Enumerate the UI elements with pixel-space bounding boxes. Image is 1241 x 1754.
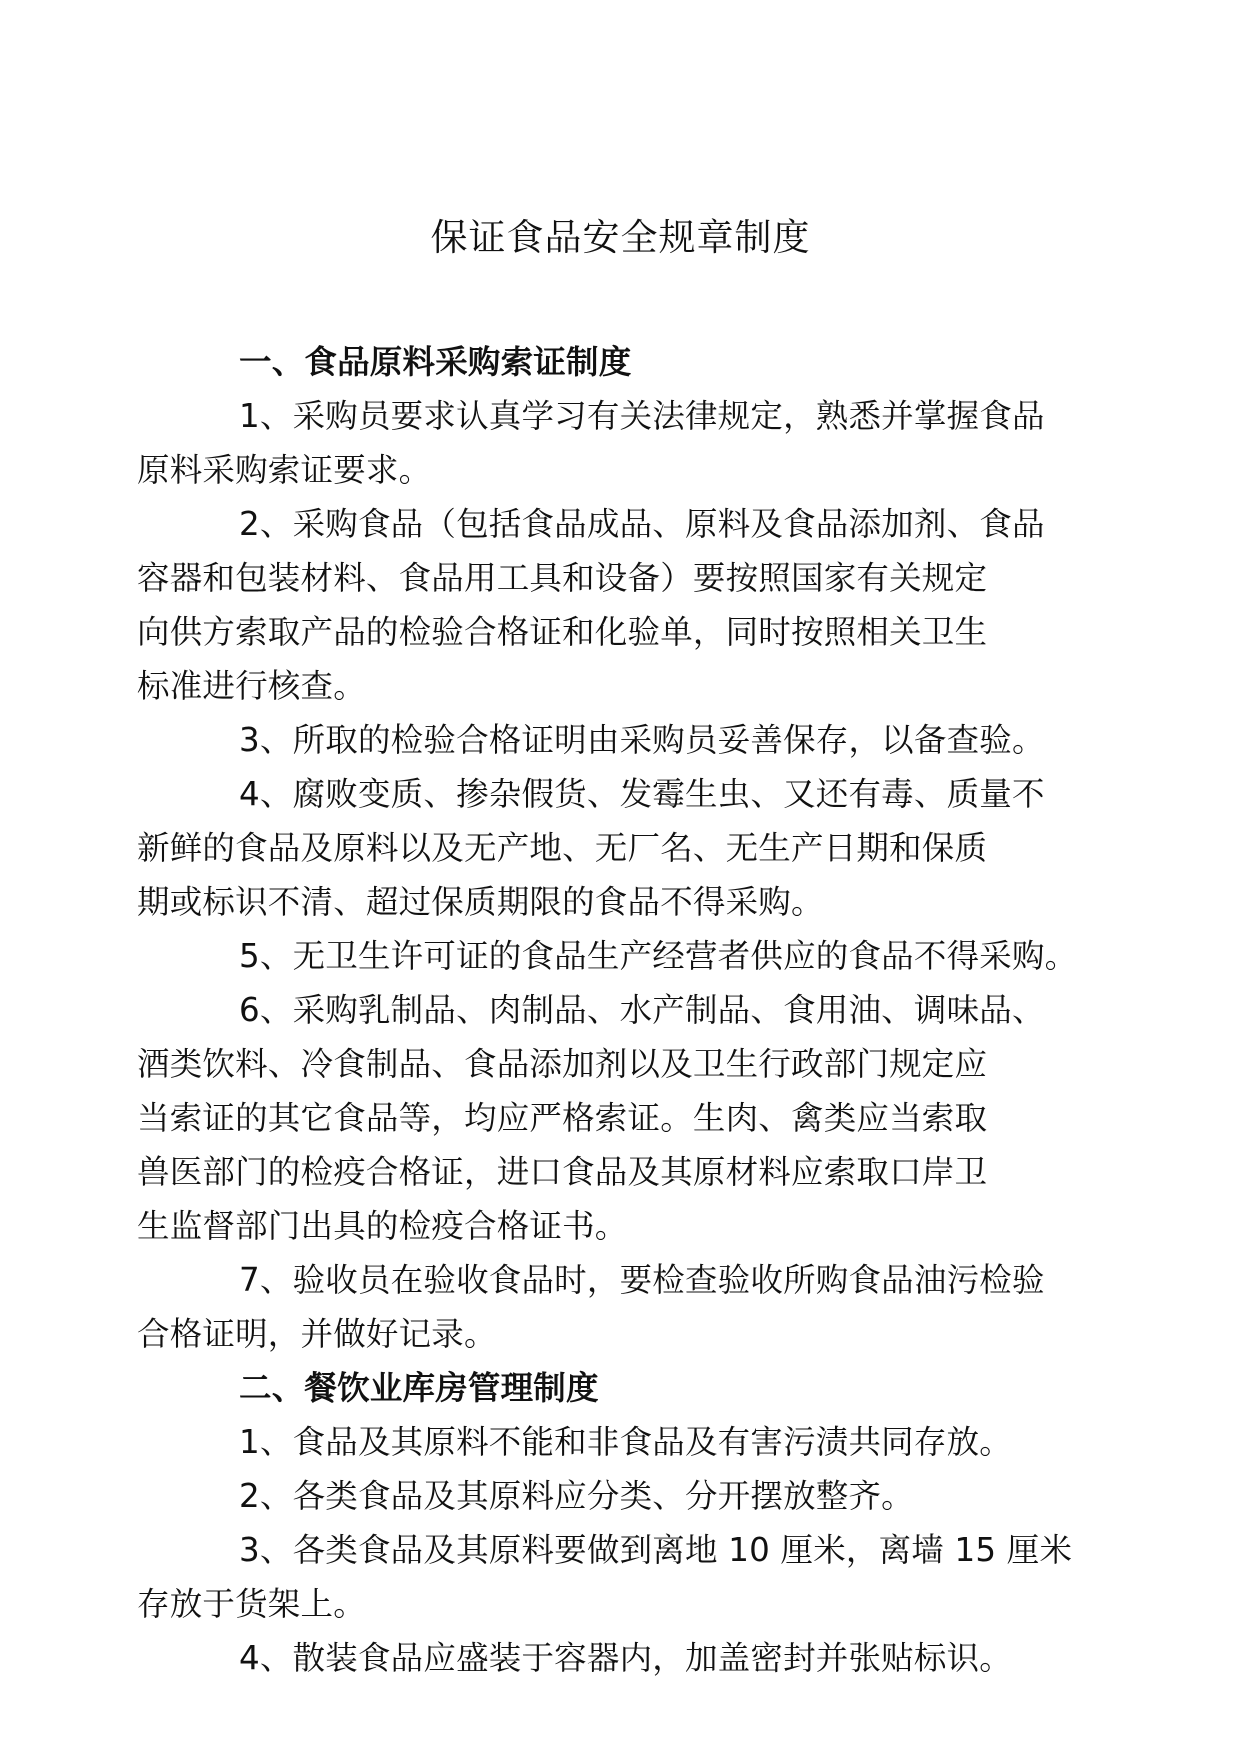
paragraph-line: 容器和包装材料、食品用工具和设备）要按照国家有关规定 [137, 559, 988, 597]
paragraph-line: 标准进行核查。 [137, 667, 366, 705]
paragraph-line: 新鲜的食品及原料以及无产地、无厂名、无生产日期和保质 [137, 829, 988, 867]
paragraph-line: 酒类饮料、冷食制品、食品添加剂以及卫生行政部门规定应 [137, 1045, 988, 1083]
paragraph-line: 1、采购员要求认真学习有关法律规定，熟悉并掌握食品 [239, 397, 1045, 435]
section-heading-procurement: 一、食品原料采购索证制度 [239, 343, 632, 381]
paragraph-line: 当索证的其它食品等，均应严格索证。生肉、禽类应当索取 [137, 1099, 988, 1137]
paragraph-procurement-4 [137, 767, 1058, 929]
paragraph-line: 合格证明，并做好记录。 [137, 1315, 497, 1353]
document-body [137, 335, 1078, 1685]
paragraph-procurement-7 [137, 1253, 1058, 1361]
paragraph-line: 2、各类食品及其原料应分类、分开摆放整齐。 [239, 1477, 914, 1515]
paragraph-line: 期或标识不清、超过保质期限的食品不得采购。 [137, 883, 824, 921]
paragraph-line: 6、采购乳制品、肉制品、水产制品、食用油、调味品、 [239, 991, 1045, 1029]
paragraph-line: 向供方索取产品的检验合格证和化验单，同时按照相关卫生 [137, 613, 988, 651]
paragraph-storage-4 [188, 1631, 1058, 1685]
paragraph-line: 2、采购食品（包括食品成品、原料及食品添加剂、食品 [239, 505, 1045, 543]
paragraph-line: 4、腐败变质、掺杂假货、发霉生虫、又还有毒、质量不 [239, 775, 1045, 813]
paragraph-procurement-3 [188, 713, 1058, 767]
paragraph-line: 原料采购索证要求。 [137, 451, 432, 489]
paragraph-line: 4、散装食品应盛装于容器内，加盖密封并张贴标识。 [239, 1639, 1012, 1677]
paragraph-procurement-5 [188, 929, 1078, 983]
section-heading-storage: 二、餐饮业库房管理制度 [239, 1369, 599, 1407]
paragraph-line: 生监督部门出具的检疫合格证书。 [137, 1207, 628, 1245]
paragraph-line: 兽医部门的检疫合格证，进口食品及其原材料应索取口岸卫 [137, 1153, 988, 1191]
paragraph-procurement-2 [137, 497, 1058, 713]
paragraph-storage-2 [188, 1469, 1058, 1523]
paragraph-line: 3、所取的检验合格证明由采购员妥善保存，以备查验。 [239, 721, 1045, 759]
document-title: 保证食品安全规章制度 [430, 216, 811, 259]
paragraph-procurement-6 [137, 983, 1058, 1253]
paragraph-line: 1、食品及其原料不能和非食品及有害污渍共同存放。 [239, 1423, 1012, 1461]
paragraph-line: 存放于货架上。 [137, 1585, 366, 1623]
paragraph-line: 7、验收员在验收食品时，要检查验收所购食品油污检验 [239, 1261, 1045, 1299]
paragraph-line: 5、无卫生许可证的食品生产经营者供应的食品不得采购。 [239, 937, 1078, 975]
paragraph-procurement-1 [137, 389, 1058, 497]
paragraph-storage-1 [188, 1415, 1058, 1469]
paragraph-storage-3 [137, 1523, 1073, 1631]
paragraph-line: 3、各类食品及其原料要做到离地 10 厘米，离墙 15 厘米 [239, 1531, 1073, 1569]
